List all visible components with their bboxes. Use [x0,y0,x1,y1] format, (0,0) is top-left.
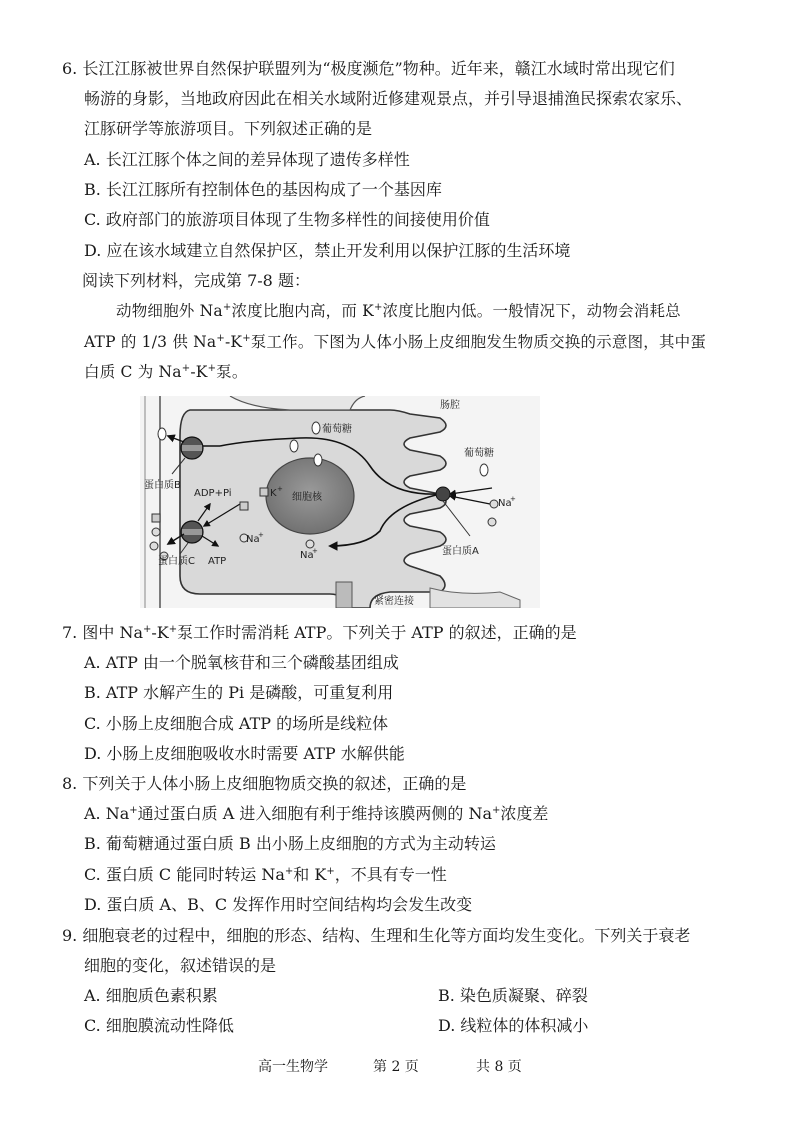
q7-stem [62,622,577,644]
q8-option-c-text: ，不具有专一性 [334,865,447,884]
q6-option-d: D. 应在该水域建立自然保护区，禁止开发利用以保护江豚的生活环境 [84,241,571,260]
q8-option-c [84,864,447,886]
material-text: 浓度比胞内高，而 K [231,302,374,320]
q8-option-d: D. 蛋白质 A、B、C 发挥作用时空间结构均会发生改变 [84,895,473,914]
q8-option-a-text: A. Na [84,804,130,823]
material-line-3 [84,361,248,383]
label-na-bottom-plus: + [312,547,318,555]
sodium-ion [490,500,498,508]
q6-option-b: B. 长江江豚所有控制体色的基因构成了一个基因库 [84,180,442,199]
label-k-plus: + [277,485,283,493]
superscript: + [326,866,335,877]
superscript: + [129,805,138,816]
material-text: 浓度比胞内低。一般情况下，动物会消耗总 [382,302,681,320]
q8-option-a-text: 浓度差 [500,804,549,823]
q9-option-d: D. 线粒体的体积减小 [438,1016,589,1035]
material-text: ATP 的 1/3 供 Na [84,333,217,351]
label-lumen: 肠腔 [440,400,460,411]
superscript: + [373,302,383,313]
material-line-1 [116,300,681,322]
potassium-ion [260,488,268,496]
label-na-right: Na [498,498,512,509]
superscript: + [216,333,225,344]
q9-option-c: C. 细胞膜流动性降低 [84,1016,234,1035]
q9-option-a: A. 细胞质色素积累 [84,986,218,1005]
label-glucose-in: 葡萄糖 [322,424,352,435]
material-text: 泵工作。下图为人体小肠上皮细胞发生物质交换的示意图，其中蛋 [250,333,707,351]
q6-option-c: C. 政府部门的旅游项目体现了生物多样性的间接使用价值 [84,210,490,229]
label-na-left-plus: + [258,531,264,539]
glucose-molecule [480,464,488,476]
q9-stem-line-1: 9. 细胞衰老的过程中，细胞的形态、结构、生理和生化等方面均发生变化。下列关于衰老 [62,926,691,945]
superscript: + [181,363,191,374]
label-protein-a: 蛋白质A [442,546,479,557]
label-adp-pi: ADP+Pi [194,488,232,499]
q6-stem-line-1: 6. 长江江豚被世界自然保护联盟列为“极度濒危”物种。近年来，赣江水域时常出现它们 [62,59,675,78]
label-protein-b: 蛋白质B [144,480,181,491]
sodium-ion [152,528,160,536]
superscript: + [284,866,294,877]
glucose-molecule [158,428,166,440]
q7-stem-text: 7. 图中 Na [62,623,143,642]
label-glucose-out: 葡萄糖 [464,448,494,459]
q8-stem: 8. 下列关于人体小肠上皮细胞物质交换的叙述，正确的是 [62,774,467,793]
material-text: 白质 C 为 Na [84,363,182,381]
q7-stem-text: 泵工作时需消耗 ATP。下列关于 ATP 的叙述，正确的是 [177,623,577,642]
glucose-molecule [312,422,320,434]
label-na-right-plus: + [510,495,516,503]
q8-option-b: B. 葡萄糖通过蛋白质 B 出小肠上皮细胞的方式为主动转运 [84,834,496,853]
q6-stem-line-2: 畅游的身影，当地政府因此在相关水域附近修建观景点，并引导退捕渔民探索农家乐、 [84,89,693,108]
material-text: 动物细胞外 Na [116,302,223,320]
q7-stem-text: -K [151,623,169,642]
label-k-ion: K [270,488,277,499]
material-text: -K [190,363,208,381]
footer-total-pages: 共 8 页 [476,1059,522,1075]
material-intro: 阅读下列材料，完成第 7-8 题： [82,271,310,290]
label-tight-junction: 紧密连接 [374,596,414,607]
potassium-ion [152,514,160,522]
superscript: + [142,624,152,635]
potassium-ion [240,502,248,510]
intestinal-cell-diagram [140,396,540,608]
label-na-bottom: Na [300,550,314,561]
label-atp: ATP [208,556,227,567]
q9-option-b: B. 染色质凝聚、碎裂 [438,986,588,1005]
superscript: + [242,333,251,344]
material-text: -K [224,333,243,351]
superscript: + [222,302,232,313]
q9-stem-line-2: 细胞的变化，叙述错误的是 [84,956,277,975]
superscript: + [492,805,501,816]
q8-option-a [84,803,548,825]
superscript: + [207,363,217,374]
label-protein-c: 蛋白质C [158,556,195,567]
q7-option-b: B. ATP 水解产生的 Pi 是磷酸，可重复利用 [84,683,394,702]
glucose-molecule [290,440,298,452]
q8-option-a-text: 通过蛋白质 A 进入细胞有利于维持该膜两侧的 Na [137,804,493,823]
q7-option-a: A. ATP 由一个脱氧核苷和三个磷酸基团组成 [84,653,399,672]
footer-subject: 高一生物学 [258,1059,328,1075]
q6-option-a: A. 长江江豚个体之间的差异体现了遗传多样性 [84,150,410,169]
q8-option-c-text: C. 蛋白质 C 能同时转运 Na [84,865,285,884]
sodium-ion [488,518,496,526]
material-text: 泵。 [216,363,248,381]
protein-a [436,487,450,501]
q8-option-c-text: 和 K [293,865,327,884]
sodium-ion [150,542,158,550]
q6-stem-line-3: 江豚研学等旅游项目。下列叙述正确的是 [84,119,373,138]
material-line-2 [84,331,706,353]
q7-option-d: D. 小肠上皮细胞吸收水时需要 ATP 水解供能 [84,744,405,763]
label-na-left: Na [246,534,260,545]
q7-option-c: C. 小肠上皮细胞合成 ATP 的场所是线粒体 [84,714,389,733]
footer-page-number: 第 2 页 [373,1059,419,1075]
superscript: + [168,624,178,635]
glucose-molecule [314,454,322,466]
label-nucleus: 细胞核 [292,492,322,503]
